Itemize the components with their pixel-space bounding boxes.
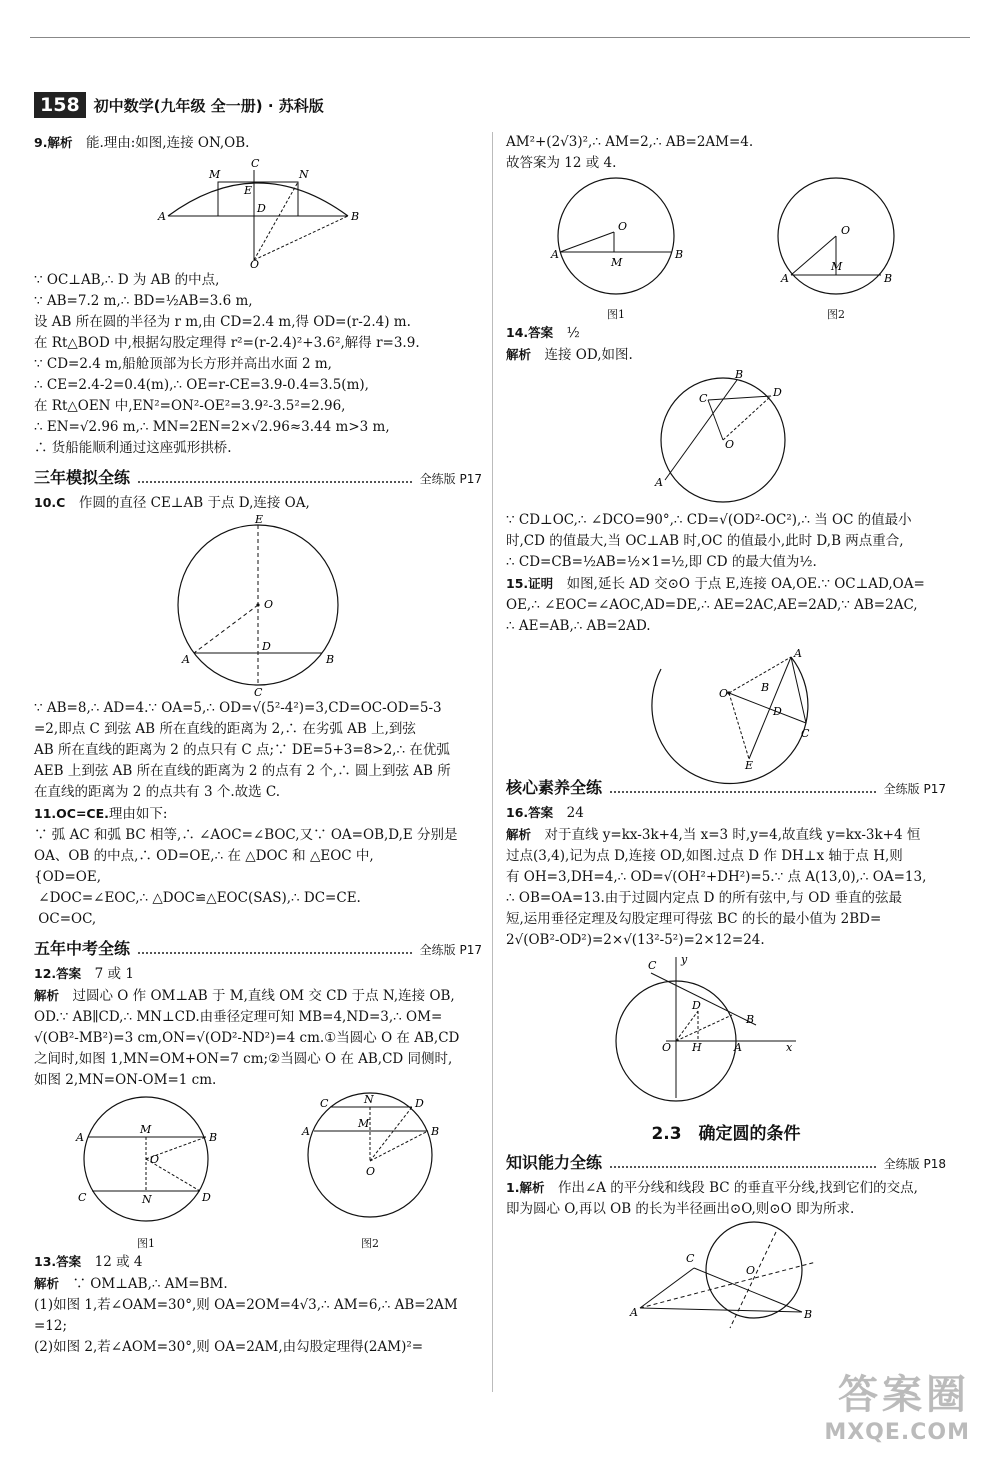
svg-text:M: M — [140, 1123, 152, 1136]
q14-intro: 连接 OD,如图. — [544, 347, 633, 363]
section-ref: 全练版 P17 — [419, 472, 482, 486]
question-9 — [34, 132, 482, 459]
q13-fig1-caption: 图1 — [607, 308, 625, 321]
q15-line-3: ∴ AE=AB,∴ AB=2AD. — [506, 618, 651, 634]
svg-text:y: y — [681, 953, 688, 966]
q12-fig2 — [290, 1091, 450, 1251]
q12-fig2-caption: 图2 — [361, 1237, 379, 1250]
q10-label: 10.C — [34, 495, 66, 510]
section-dots — [610, 1166, 876, 1168]
q14-circle-figure — [651, 368, 801, 508]
column-divider — [492, 132, 493, 1392]
svg-text:A: A — [655, 476, 663, 489]
section-title: 知识能力全练 — [506, 1153, 603, 1172]
svg-text:A: A — [182, 653, 190, 666]
svg-text:A: A — [734, 1041, 742, 1054]
q14-sub: 解析 — [506, 347, 532, 362]
svg-text:C: C — [801, 727, 810, 740]
section-dots — [610, 791, 876, 793]
q9-bridge-figure — [158, 156, 360, 271]
svg-text:D: D — [262, 640, 271, 653]
svg-text:B: B — [209, 1131, 218, 1144]
q9-line-5: ∵ CD=2.4 m,船舱顶部为长方形并高出水面 2 m, — [34, 356, 332, 372]
q12-label: 12.答案 — [34, 966, 82, 981]
q13-fig2 — [771, 174, 901, 322]
q13-line-1: ∵ OM⊥AB,∴ AM=BM. — [72, 1276, 228, 1292]
q10-line-4: AEB 上到弦 AB 所在直线的距离为 2 的点有 2 个,∴ 圆上到弦 AB 所 — [34, 763, 451, 779]
question-13 — [34, 1251, 482, 1358]
q11-label: 11.OC=CE. — [34, 806, 109, 821]
q10-line-2: =2,即点 C 到弦 AB 所在直线的距离为 2,∴ 在劣弧 AB 上,到弦 — [34, 721, 416, 737]
watermark — [824, 1363, 970, 1445]
section-dots — [138, 481, 412, 483]
q12-line-3: √(OB²-MB²)=3 cm,ON=√(OD²-ND²)=4 cm.①当圆心 O 在 AB,CD — [34, 1030, 460, 1046]
top-rule — [30, 37, 970, 38]
q16-answer: 24 — [566, 805, 584, 821]
svg-text:M: M — [831, 260, 843, 273]
q12-figures — [34, 1091, 482, 1251]
q15-label: 15.证明 — [506, 576, 554, 591]
q13-fig1 — [551, 174, 684, 322]
q16-line-4: ∴ OB=OA=13.由于过圆内定点 D 的所有弦中,与 OD 垂直的弦最 — [506, 890, 902, 906]
svg-text:D: D — [692, 999, 701, 1012]
q16-sub: 解析 — [506, 827, 532, 842]
svg-text:B: B — [351, 210, 360, 223]
q12-line-2: OD.∵ AB∥CD,∴ MN⊥CD.由垂径定理可知 MB=4,ND=3,∴ OM= — [34, 1009, 443, 1025]
q12-answer: 7 或 1 — [94, 966, 134, 982]
right-column — [506, 132, 946, 1334]
svg-text:A: A — [302, 1125, 310, 1138]
svg-text:D: D — [773, 386, 782, 399]
q9-line-1: ∵ OC⊥AB,∴ D 为 AB 的中点, — [34, 272, 220, 288]
svg-text:O: O — [725, 438, 735, 451]
svg-text:B: B — [675, 248, 684, 261]
q11-line-5: OC=OC, — [34, 911, 97, 927]
svg-text:O: O — [719, 687, 729, 700]
svg-text:O: O — [746, 1264, 756, 1277]
q15-line-1: 如图,延长 AD 交⊙O 于点 E,连接 OA,OE.∵ OC⊥AD,OA= — [566, 576, 925, 592]
svg-text:B: B — [746, 1013, 755, 1026]
q1-line-1: 作出∠A 的平分线和线段 BC 的垂直平分线,找到它们的交点, — [557, 1180, 918, 1196]
q9-line-6: ∴ CE=2.4-2=0.4(m),∴ OE=r-CE=3.9-0.4=3.5(m), — [34, 377, 369, 393]
svg-text:D: D — [773, 705, 782, 718]
q16-label: 16.答案 — [506, 805, 554, 820]
q11-line-2: OA、OB 的中点,∴ OD=OE,∴ 在 △DOC 和 △EOC 中, — [34, 848, 374, 864]
svg-text:O: O — [250, 258, 260, 271]
q13-figures — [506, 174, 946, 322]
q10-intro: 作圆的直径 CE⊥AB 于点 D,连接 OA, — [78, 495, 310, 511]
watermark-logo-text: 答案圈 — [838, 1372, 970, 1418]
q9-line-3: 设 AB 所在圆的半径为 r m,由 CD=2.4 m,得 OD=(r-2.4) m. — [34, 314, 411, 330]
svg-text:A: A — [158, 210, 166, 223]
svg-text:x: x — [786, 1041, 793, 1054]
q15-line-2: OE,∴ ∠EOC=∠AOC,AD=DE,∴ AE=2AC,AE=2AD,∵ AB=2AC, — [506, 597, 918, 613]
section-five-year — [34, 936, 482, 959]
svg-text:A: A — [76, 1131, 84, 1144]
q9-line-8: ∴ EN=√2.96 m,∴ MN=2EN=2×√2.96≈3.44 m>3 m, — [34, 419, 390, 435]
q13-fig2-diagram — [771, 174, 901, 302]
q16-line-1: 对于直线 y=kx-3k+4,当 x=3 时,y=4,故直线 y=kx-3k+4 恒 — [544, 827, 921, 843]
q16-coordinate-figure — [646, 953, 806, 1103]
section-title: 三年模拟全练 — [34, 468, 131, 487]
svg-text:B: B — [326, 653, 335, 666]
q11-line-4: ∠DOC=∠EOC,∴ △DOC≌△EOC(SAS),∴ DC=CE. — [34, 890, 361, 906]
q9-line-4: 在 Rt△BOD 中,根据勾股定理得 r²=(r-2.4)²+3.6²,解得 r=3.9. — [34, 335, 420, 351]
q14-label: 14.答案 — [506, 325, 554, 340]
svg-text:E: E — [255, 513, 264, 526]
svg-text:M: M — [209, 168, 221, 181]
svg-text:C: C — [78, 1191, 87, 1204]
svg-text:N: N — [364, 1093, 374, 1106]
svg-text:A: A — [794, 647, 802, 660]
q14-line-1: ∵ CD⊥OC,∴ ∠DCO=90°,∴ CD=√(OD²-OC²),∴ 当 OC 的值最小 — [506, 512, 912, 528]
q11-line-1: ∵ 弧 AC 和弧 BC 相等,∴ ∠AOC=∠BOC,又∵ OA=OB,D,E 分别是 — [34, 827, 458, 843]
q14-answer: ½ — [566, 325, 580, 341]
q12-fig1-caption: 图1 — [137, 1237, 155, 1250]
book-title: 初中数学(九年级 全一册) · 苏科版 — [93, 96, 324, 115]
q12-sub: 解析 — [34, 988, 60, 1003]
svg-text:H: H — [692, 1041, 702, 1054]
q12-fig2-diagram — [290, 1091, 450, 1231]
svg-text:B: B — [431, 1125, 440, 1138]
q1-construction-figure — [626, 1222, 826, 1332]
svg-text:N: N — [142, 1193, 152, 1206]
q16-line-3: 有 OH=3,DH=4,∴ OD=√(OH²+DH²)=5.∵ 点 A(13,0),∴ OA=13, — [506, 869, 927, 885]
svg-text:O: O — [618, 220, 628, 233]
svg-text:O: O — [264, 598, 274, 611]
q9-line-2: ∵ AB=7.2 m,∴ BD=½AB=3.6 m, — [34, 293, 253, 309]
question-1 — [506, 1177, 946, 1332]
svg-text:A: A — [551, 248, 559, 261]
q13-label: 13.答案 — [34, 1254, 82, 1269]
q11-intro: 理由如下: — [108, 806, 168, 822]
q15-circle-figure — [641, 639, 811, 772]
q13-sub: 解析 — [34, 1276, 60, 1291]
q12-line-4: 之间时,如图 1,MN=OM+ON=7 cm;②当圆心 O 在 AB,CD 同侧时, — [34, 1051, 453, 1067]
svg-text:N: N — [299, 168, 309, 181]
q13-line-4: (2)如图 2,若∠AOM=30°,则 OA=2AM,由勾股定理得(2AM)²= — [34, 1339, 424, 1355]
q12-fig1 — [66, 1091, 226, 1251]
section-three-year — [34, 465, 482, 488]
q13c-line-2: 故答案为 12 或 4. — [506, 155, 617, 171]
svg-text:E: E — [244, 184, 253, 197]
svg-text:C: C — [254, 686, 263, 699]
svg-text:M: M — [358, 1117, 370, 1130]
q13-fig1-diagram — [551, 174, 684, 302]
svg-text:B: B — [804, 1308, 813, 1321]
svg-text:B: B — [735, 368, 744, 381]
q10-line-1: ∵ AB=8,∴ AD=4.∵ OA=5,∴ OD=√(5²-4²)=3,CD=OC-OD=5-3 — [34, 700, 442, 716]
chapter-title: 2.3 确定圆的条件 — [651, 1124, 801, 1144]
svg-text:D: D — [415, 1097, 424, 1110]
section-dots — [138, 952, 412, 954]
svg-text:D: D — [257, 202, 266, 215]
q16-line-5: 短,运用垂径定理及勾股定理可得弦 BC 的长的最小值为 2BD= — [506, 911, 882, 927]
svg-text:E: E — [745, 759, 754, 772]
svg-text:B: B — [884, 272, 893, 285]
left-column — [34, 132, 482, 1358]
q9-label: 9.解析 — [34, 135, 73, 150]
svg-text:C: C — [320, 1097, 329, 1110]
question-15 — [506, 573, 946, 772]
page-number: 158 — [34, 92, 86, 118]
svg-text:O: O — [841, 224, 851, 237]
section-title: 核心素养全练 — [506, 778, 603, 797]
q1-label: 1.解析 — [506, 1180, 545, 1195]
question-10 — [34, 492, 482, 803]
section-ref: 全练版 P17 — [883, 782, 946, 796]
q16-line-6: 2√(OB²-OD²)=2×√(13²-5²)=2×12=24. — [506, 932, 765, 948]
svg-text:D: D — [202, 1191, 211, 1204]
svg-text:A: A — [630, 1306, 638, 1319]
q10-line-5: 在直线的距离为 2 的点共有 3 个.故选 C. — [34, 784, 281, 800]
q10-circle-figure — [168, 513, 348, 699]
svg-text:O: O — [150, 1153, 160, 1166]
q13-fig2-caption: 图2 — [827, 308, 845, 321]
question-16 — [506, 802, 946, 1103]
q9-line-7: 在 Rt△OEN 中,EN²=ON²-OE²=3.9²-3.5²=2.96, — [34, 398, 346, 414]
q13c-line-1: AM²+(2√3)²,∴ AM=2,∴ AB=2AM=4. — [506, 134, 754, 150]
q16-line-2: 过点(3,4),记为点 D,连接 OD,如图.过点 D 作 DH⊥x 轴于点 H,则 — [506, 848, 903, 864]
q13-line-2: (1)如图 1,若∠OAM=30°,则 OA=2OM=4√3,∴ AM=6,∴ AB=2AM — [34, 1297, 458, 1313]
svg-text:M: M — [611, 256, 623, 269]
q10-line-3: AB 所在直线的距离为 2 的点只有 C 点;∵ DE=5+3=8>2,∴ 在优弧 — [34, 742, 450, 758]
q1-line-2: 即为圆心 O,再以 OB 的长为半径画出⊙O,则⊙O 即为所求. — [506, 1201, 855, 1217]
q9-line-9: ∴ 货船能顺利通过这座弧形拱桥. — [34, 440, 232, 456]
question-13-continued — [506, 132, 946, 322]
question-14 — [506, 322, 946, 573]
q13-line-3: =12; — [34, 1318, 68, 1334]
q9-intro: 能.理由:如图,连接 ON,OB. — [85, 135, 250, 151]
question-11 — [34, 803, 482, 930]
svg-text:B: B — [761, 681, 770, 694]
q12-line-5: 如图 2,MN=ON-OM=1 cm. — [34, 1072, 217, 1088]
question-12 — [34, 963, 482, 1251]
q14-line-3: ∴ CD=CB=½AB=½×1=½,即 CD 的最大值为½. — [506, 554, 817, 570]
section-ref: 全练版 P17 — [419, 943, 482, 957]
q12-fig1-diagram — [66, 1091, 226, 1231]
svg-text:C: C — [251, 157, 260, 170]
svg-text:C: C — [686, 1252, 695, 1265]
svg-text:C: C — [699, 392, 708, 405]
svg-text:C: C — [648, 959, 657, 972]
section-title: 五年中考全练 — [34, 939, 131, 958]
section-ref: 全练版 P18 — [883, 1157, 946, 1171]
q12-line-1: 过圆心 O 作 OM⊥AB 于 M,直线 OM 交 CD 于点 N,连接 OB, — [72, 988, 455, 1004]
page-header — [34, 92, 324, 118]
q13-answer: 12 或 4 — [94, 1254, 143, 1270]
q14-line-2: 时,CD 的值最大,当 OC⊥AB 时,OC 的值最小,此时 D,B 两点重合, — [506, 533, 904, 549]
watermark-url: MXQE.COM — [824, 1420, 970, 1445]
q11-line-3: {OD=OE, — [34, 869, 102, 885]
section-knowledge — [506, 1150, 946, 1173]
svg-text:O: O — [366, 1165, 376, 1178]
svg-text:A: A — [781, 272, 789, 285]
svg-text:O: O — [662, 1041, 672, 1054]
section-core — [506, 775, 946, 798]
